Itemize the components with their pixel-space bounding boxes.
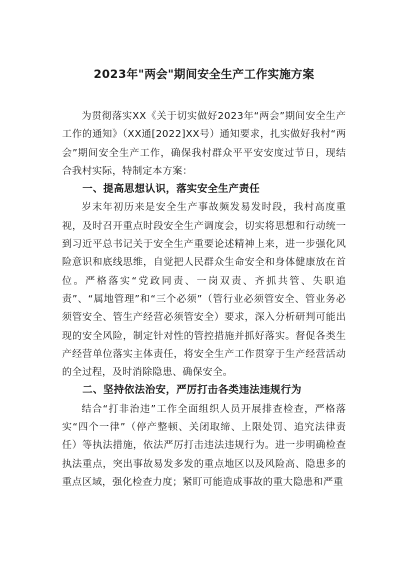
document-title: 2023年"两会"期间安全生产工作实施方案	[93, 67, 315, 81]
section-paragraph-2: 结合“打非治违”工作全面组织人员开展排查检查，严格落实“四个一律”（停产整顿、关闭取缔、上限处罚、追究法律责任）等执法措施，依法严厉打击违法违规行为。进一步明确检查执法重点，突出事故易发多发的重点地区以及风险高、隐患多的重点区域，强化检查力度；紧盯可能造成事故的重大隐患和严重	[62, 403, 346, 488]
intro-paragraph: 为贯彻落实XX《关于切实做好2023年“两会”期间安全生产工作的通知》（XX通[2022]XX号）通知要求，扎实做好我村“两会”期间安全生产工作，确保我村群众平平安安度过节日，现结合我村实际，特制定本方案：	[62, 111, 346, 177]
section-paragraph-1: 岁末年初历来是安全生产事故频发易发时段，我村高度重视，及时召开重点时段安全生产调度会，切实将思想和行动统一到习近平总书记关于安全生产重要论述精神上来，进一步强化风险意识和底线思维，自觉把人民群众生命安全和身体健康放在首位。严格落实“党政同责、一岗双责、齐抓共管、失职追责”、“属地管理”和“三个必须”（管行业必须管安全、管业务必须管安全、管生产经营必须管安全）要求，深入分析研判可能出现的安全风险，制定针对性的管控措施并抓好落实。督促各类生产经营单位落实主体责任，将安全生产工作贯穿于生产经营活动的全过程，及时消除隐患、确保安全。	[62, 202, 346, 379]
section-heading-2: 二、坚持依法治安，严厉打击各类违法违规行为	[82, 385, 302, 397]
document-body	[62, 108, 346, 492]
section-heading-1: 一、提高思想认识，落实安全生产责任	[82, 184, 260, 196]
